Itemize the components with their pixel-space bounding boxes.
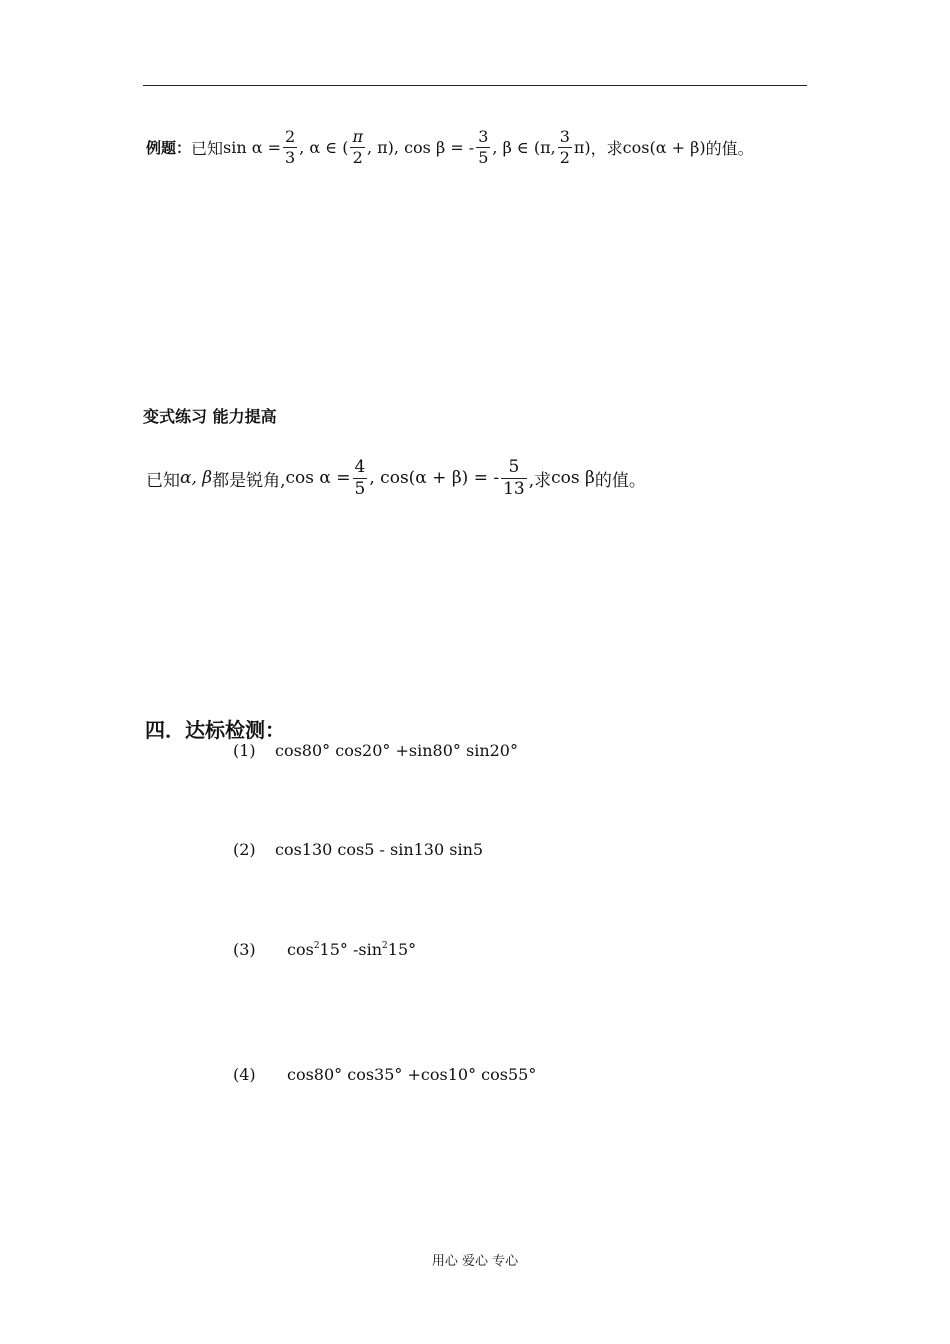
alpha-interval-start: , α ∈ ( <box>299 137 349 157</box>
variant-problem <box>146 454 646 502</box>
exercise-4-expr: cos80° cos35° +cos10° cos55° <box>287 1065 537 1084</box>
exercise-3: (3) $\cos^215^\circ$ $-\sin^215^\circ$ <box>233 940 417 959</box>
fraction-5-13: $\frac{5}{13}$ <box>503 456 525 499</box>
fraction-3-5: $\frac{3}{5}$ <box>478 126 489 167</box>
cos-beta: cos β <box>551 468 595 488</box>
beta-interval-end: π) <box>573 137 591 157</box>
example-intro: 已知 <box>191 138 224 158</box>
section4-heading: 四．达标检测： <box>145 718 285 742</box>
example-problem <box>146 124 754 170</box>
exercise-2: (2) cos130 cos5 - sin130 sin5 <box>233 840 484 859</box>
cos-sum-expression: cos(α + β) <box>622 137 706 157</box>
cos-alpha: cos α = <box>285 468 351 488</box>
variant-intro: 已知 <box>146 470 180 491</box>
variant-ask: ,求 <box>528 470 552 491</box>
exercise-3-expr-a: cos <box>287 940 314 959</box>
header-rule <box>143 85 807 86</box>
variant-tail: 的值。 <box>594 470 646 491</box>
example-label: 例题： <box>146 138 192 157</box>
fraction-pi-2: $\frac{\pi}{2}$ <box>352 126 363 167</box>
alpha-beta: α, β <box>180 468 213 488</box>
exercise-2-expr: cos130 cos5 - sin130 sin5 <box>275 840 484 859</box>
fraction-2-3: $\frac{2}{3}$ <box>285 126 296 167</box>
exercise-4: (4) cos80° cos35° +cos10° cos55° <box>233 1065 537 1084</box>
cos-alpha-plus-beta: , cos(α + β) = - <box>369 468 500 488</box>
exercise-1-expr: cos80° cos20° +sin80° sin20° <box>275 741 518 760</box>
fraction-4-5: $\frac{4}{5}$ <box>354 456 366 499</box>
exercise-1: (1) cos80° cos20° +sin80° sin20° <box>233 741 518 760</box>
example-tail: 的值。 <box>705 138 754 158</box>
cos-beta-given: , π), cos β = - <box>366 137 475 157</box>
fraction-3-2: $\frac{3}{2}$ <box>559 126 570 167</box>
page-footer: 用心 爱心 专心 <box>431 1254 519 1269</box>
example-ask: ，求 <box>590 138 623 158</box>
variant-acute: 都是锐角, <box>212 470 286 491</box>
sin-alpha: sin α = <box>223 137 282 157</box>
variant-heading: 变式练习 能力提高 <box>143 407 277 426</box>
beta-interval-start: , β ∈ (π, <box>492 137 556 157</box>
